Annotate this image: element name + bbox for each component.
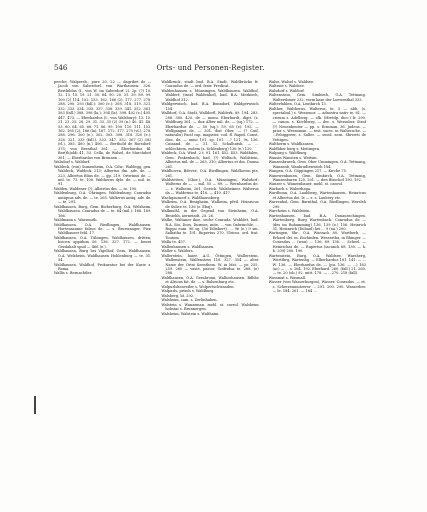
index-entry: Waldenburg, O.A. Öhringen, Waldenburg: Conradus antiquus adv. de. — te. 265. Walterus antiq. adv. de. — te. 291. bbox=[54, 191, 152, 205]
index-entry: Waldstetten, (Sbor.), O.A. Münsingen, Walsdorf: Walterus de — ... mil. 55 — 89. — Wernhardus de. — s. Walheim, 261. Geeich. Walzheimer. Walterus da — Walderius te. 416. — 410. 417. bbox=[161, 177, 259, 196]
index-entry: Wartenstein, Burg, O.A. Waldsee. Warsherg, Wurttbrg, Wartenbg. — Elberhardus 181. 141. — ... W. 136. — Eberhardus de. — (pu. 136. — ...) 163 (ac) — ... s. 264. 192. Eberhard. 260. (fall.) 21. 260. — te. 20 (ob.) 92. mitt. 178. — ...270. 218 (fall). bbox=[268, 253, 366, 276]
index-entry: Waldhausen, O.A. Gerabronn, Walheshausen. Bdhbs et Alrious fat. de. — s. Bulsenburg etc. bbox=[161, 275, 259, 285]
index-entry: Wansin Wansten s. Weitsin. bbox=[268, 155, 318, 160]
index-column-1 bbox=[54, 80, 151, 490]
index-entry: Waltherm s. Waldhausen. bbox=[268, 142, 315, 147]
index-column-2 bbox=[161, 80, 258, 490]
index-entry: Wangen, O.A. Göppingen 217. — Kirche 75. bbox=[268, 169, 347, 174]
index-entry: Walla te. 457. bbox=[161, 240, 186, 245]
index-entry: Wasser (von Wasserburgen), Wasser. Conradus. — et. s. Scherzenmutzerer ... 291. 200. 290. Wasserber. — le. 184. 261. — 164 ... bbox=[268, 280, 366, 294]
index-entry: Waltenstein, Gem. Simbirch, O.A. Tettnang. Waltersbmer 232. vorm kase der Loewenthal 333. bbox=[268, 93, 366, 102]
index-entry: Waldbruck, stadt bad. B.A. Stadt, Waldbrücke fr. Conradus de. — ord. fratr. Predicat. bbox=[161, 80, 259, 89]
index-entry: Waldhausen, Burg bei Vigelhof, Gem. Waldhausen, O.A. Welzheim, Waldhausen Hohlenburg — te. 31. 54. bbox=[54, 249, 152, 263]
index-entry: Waller s. Walders. bbox=[161, 249, 194, 254]
index-entry: Walterfahlen, O.A. Leutkirch 13. bbox=[268, 102, 327, 107]
index-entry: Warcheim s. Waldstein. bbox=[268, 209, 311, 214]
index-entry: perche, Walpersb., pure 20. 22 — dagribet de — Jacob von Saberdorf, von Warthausen: 326. Berthildus (I., von W. im Saberdorf 2): 2p. (?) 10. 12. 13. 15. 19. 21. 30. 84. 90. 20. 31. 39. 89. 99. 100 (2) 114. 152. 153. 162. 166 (2). 177. 277. 278. 288. 290. 293 (fall.): 300 (e.): 308. 318. 319. 321. 332. 333. 334. 335. 337. 338. 339. 341. 352. 361. 383 (fall.) 388. 398 (la.): 394 (la). 398. 402 (e.) 405. 447. 473. — Eberhardus (I., von Walsbury): 13. 15. 21. 23. 25. 28. 29. 31. 33. 35 (2) 39 (n.) 40. 41. 48. 53. 60. 64. 65. 68. 71. 86. 99. 100. 110. 111. 153. 162. 165 (2), 166 (la). 167. 172. 177. 270 (vl.). 278. 288. 296. 300 (e.). 302. 303. 308. 318. 320 (e.): 328. 321. 333 (fall.). 333. 347. 352. 367 (2) 382 (rl.). 385. 400 (n.) 406. — Berthold de Rorsdorf: 375; von Bernthal 361. — Eberhardus fil. Ber(th)oldi 41, 53. Cella, de Walsel, de Marchdorf 361; — Eberhardus von Brunnen ... bbox=[54, 80, 152, 160]
index-columns bbox=[54, 80, 366, 490]
index-entry: Walheim, O.A. Besigheim, Walheim, pfeil. Heinricus de Sulice te. 136 (z. Ebaj). bbox=[161, 200, 259, 209]
index-entry: Waldeck, O.A. Wied. 2 t. 91. 161. 452. 453. Waldfalen, Gem. Finkenbach, bad. (?) Wolfach, Waldstein, Albertus mil. de — 263, 310; Albertus et dm. Donna 261. bbox=[161, 151, 259, 169]
index-entry: Warrenhal, Gem. Barnthal, O.A. Riedlingen, Wersleh 290. bbox=[268, 200, 366, 209]
index-entry: Waldhausen, Burg, Gem. Bieberburg, O.A. Welzheim, Waldhausen. Conradus de — te. 64 (mil.): 166. 169. 166. bbox=[54, 204, 152, 218]
index-entry: Walpurg s. Waldburg. bbox=[268, 151, 308, 156]
index-entry: Walse, Walsel s. Waldsee. bbox=[268, 80, 315, 84]
page-number: 546 bbox=[54, 64, 68, 72]
index-entry: Walstein s. Wanzeman. mehl. st. cavrol. Walsheim hobstat s. Brunnergen. bbox=[161, 302, 259, 312]
page-header bbox=[54, 64, 367, 76]
running-title: Orts- und Personen-Register. bbox=[156, 64, 265, 72]
index-entry: Walden, Waldener (?), Albertus dm. — te. 190. bbox=[54, 186, 138, 191]
index-entry: Walsheim, cam. s. Zerlinhaben. bbox=[161, 298, 218, 303]
index-entry: Walsdorf s. Waldorf. bbox=[54, 160, 91, 165]
index-entry: Wallenhausen s. Waldhausen. bbox=[161, 244, 215, 249]
index-entry: Walpurlshenveiler s. Wolpertschwanden. bbox=[161, 284, 235, 289]
index-entry: Wartenhausen, bad. B.A. Donaueschingen. Wartenberg, Burg Wartenbach: Conradus de — (des im Ruhamming) 136. 139 (e.) 156. Heinrich 31. Hesinrich (Dobaul) hei ... 9 (na.) 200. bbox=[268, 213, 366, 231]
index-entry: Walke, Waltaner ikoe. seche Conrada. Wohldet, bad. R.A. Sto, Dors, Durmes, mite. ... von Oxlwinchle, ... Boppo eum. 96 sg. (36 Diliebert). ... 96 (e.) 9 sm. Salbatha te. 191. Rupertus 270. Ulricus. ord. frat. Toutom. bbox=[161, 218, 259, 240]
margin-bracket bbox=[34, 396, 36, 414]
index-entry: Waldhausen, O.A. Tübingen, Waldhausen, dritten, hoicen oppidum 56. 136. 327. 172. — heure Gezdahalt spud — 466 (e.). bbox=[54, 235, 152, 249]
index-entry: Walldorf, O.A. Stadt, Walldorfl, Walderk. 89. 194. 283. 288. 380. 420. de — monu. Eberhardt, digit. (z. Waldburg 361. — dux Alber mil. de. — (sq.) 172. — Eberhardus de. — 50 (sq.): 59. 65 (e): 192. — Wolfgangus de. — 301. dist Ober. — (? Cuif, naturalis) Pacif cap. magister. cod. fl. Rapid. Const. dioc. de. — anno 101. sp. 101. ...? 121. 9s. 136. Cuinand. de. — 31. 32. Schalhutsh. — ... schlechtem, eodem (z. Schlenberg) 136 (e.) 120. bbox=[161, 111, 259, 151]
index-entry: Walther, Waltherus, Walterus, te. 5 — abb. (s. spectabul.) s. Wessenor. — adnostra nativ te. 61. — crirum s. Adelberg. — elk. (Hertdp. dioc.) fr. 290. — canon. s. Kirchberg. — dec. s. Wessnber. Straf (?) Neuenbeuter — pp. s. Ecminan. 36. Judeus. — prior s. Wessnman. — test. sacte. in Waltersche. — ...Peluggerer, s. Saller. — swed. sern. Sbiverti de Vettigen. bbox=[268, 106, 366, 142]
index-entry: Wanzer s. Wanzenbauer. mehl. st. canvol. bbox=[268, 182, 343, 187]
index-entry: Wanzenbrueck, Gem. Ober Ummingen, O.A. Tettnang, Wanzenb, Wanbrudtenwürh 184. bbox=[268, 160, 366, 169]
index-entry: Waldgerwisch, bad. B.A. Bonndorf, Waldgerwisch 154. bbox=[161, 102, 259, 111]
index-entry: Walsheim, Walstein s. Walthaim. bbox=[161, 311, 220, 316]
index-entry: Wardbonn, O.A. Laubberg, Wartenhausen, Heinricus et Albertus dei. le — s. s. Laubery etc. bbox=[268, 191, 366, 200]
index-entry: Waltzsie s. Waldsee. bbox=[268, 84, 305, 89]
index-entry: Walsdorf s. Waldorf. bbox=[268, 88, 305, 93]
index-entry: Wassmat s. Wasmall. bbox=[268, 275, 307, 280]
index-entry: Wallis s. Bernachtler. bbox=[54, 271, 93, 276]
index-entry: Waldhausen, Waldhof, Prokuratur bei der Kurie z. Roma. bbox=[54, 262, 152, 272]
index-entry: Waldmann s. Wassmuth. bbox=[54, 218, 98, 223]
index-entry: Waldhber berg s. Meitingen. bbox=[268, 146, 321, 151]
index-column-3 bbox=[269, 80, 366, 490]
index-entry: Wachgausserf s. Waldhaussberg. bbox=[161, 195, 221, 200]
index-entry: Walsberg, lit. 292. bbox=[161, 293, 195, 298]
index-entry: Waldenhausen s. Münsingen, Waldhausen. Waldhof. Walderf, (insel Waldenhof), bad. B.A. Meskirch, Waldhof 312. bbox=[161, 88, 259, 102]
index-entry: Waldhoven, Bdever., O.A. Riedlingen, Waldhoven pts. 261. bbox=[161, 169, 259, 178]
index-entry: Warbach s. Waberhaga. bbox=[268, 186, 312, 191]
index-entry: Waldhausen, O.A. Riedlingen, Waldhausen. Hortensaume falsus de. — s. Bruswanger, Pier. Waldhauser fehl. 17. bbox=[54, 222, 152, 236]
index-entry: Wartingen, Sbr., O.A. Wurzach 80. Wartberb, — Erhard dei. in. Rochinfen. Wessertha, in Rhinger. — Conradus ... (wan) ... 136. 89. 136. ... Scheel. — Heinrichas de. — Rupertus (iacunch 88. 130. — h. h. 209) 200. 190. bbox=[268, 231, 366, 254]
index-entry: Walkmöhl, in der Gegend von Steinheim, O.A. Besiehh, aerneindt. 25. 26. bbox=[161, 209, 259, 218]
index-entry: Wallerstein, baier. A.G. Öttingen, Wallerstein, Wallenstein, Wallenstein 118. 327. 354 — alter Name der Ortst Seenthem. W. in Mst. — pr. 255. 259. 260 — vaste, pastor. Gotfridus te. 288. (e) 288. bbox=[161, 253, 259, 276]
index-entry: Walpurls, prisoh s. Waldburg. bbox=[161, 289, 215, 294]
index-entry: Wanewenbauen, Gem. Simbirch, O.A. Tettnang, Wanzenbaren 125. 201. — den Bisschof 190. 192. bbox=[268, 173, 366, 182]
index-entry: Waldeck, (von) Sumenheim, O.A. Cilw., Waldegg, gen. Waldeck, Waldeck 213; Albertus dm. adv. de. — 223, Albertus filius de. — gp. 219. Ortwinus de. — mil. te. 71. te. 100. Waltherus dyle. de. — mil. te. 91. bbox=[54, 164, 152, 187]
